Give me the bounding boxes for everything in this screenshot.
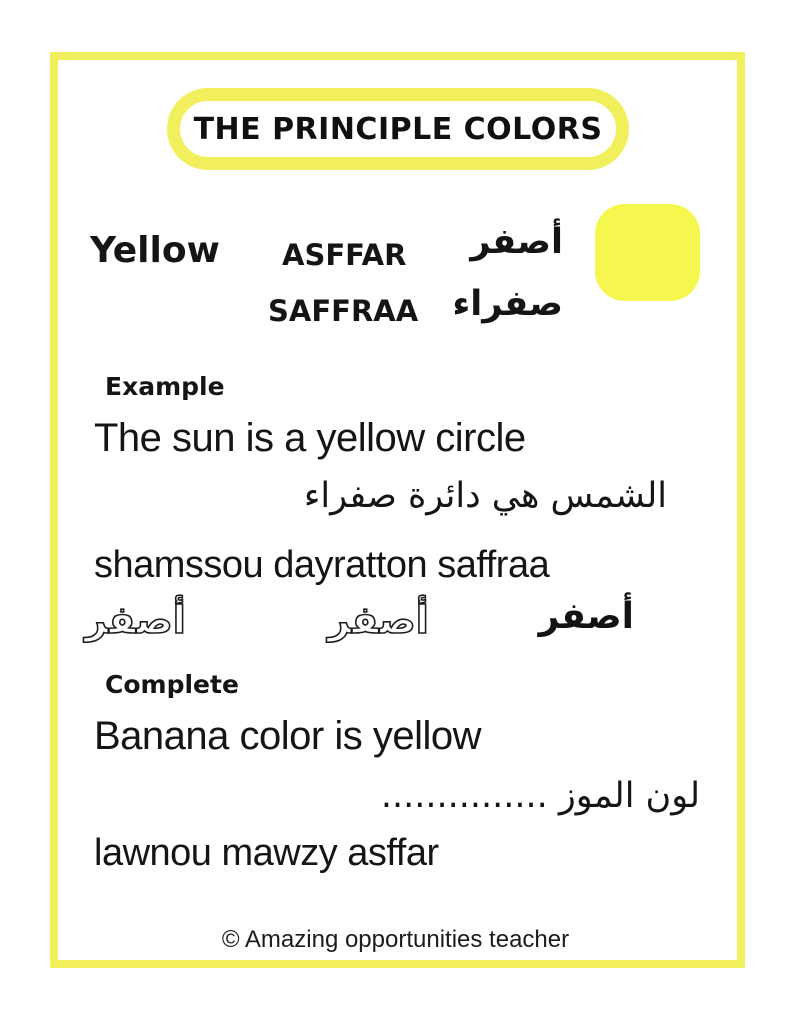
trace-word-outline-left: أصفر	[85, 598, 186, 642]
vocab-arabic-feminine: صفراء	[452, 284, 563, 324]
complete-heading: Complete	[105, 670, 239, 699]
yellow-color-swatch	[595, 204, 700, 301]
complete-sentence-english: Banana color is yellow	[94, 714, 481, 758]
vocab-arabic-masculine: أصفر	[470, 222, 563, 262]
trace-word-outline-middle: أصفر	[328, 598, 429, 642]
footer-credit: © Amazing opportunities teacher	[221, 926, 570, 953]
example-heading: Example	[105, 372, 225, 401]
complete-sentence-transliteration: lawnou mawzy asffar	[94, 832, 439, 874]
trace-word-solid: أصفر	[538, 596, 634, 637]
vocab-word-english: Yellow	[90, 230, 220, 271]
title-box	[167, 88, 629, 170]
complete-sentence-arabic: لون الموز ...............	[380, 776, 700, 816]
page-title: THE PRINCIPLE COLORS	[193, 111, 603, 147]
example-sentence-arabic: الشمس هي دائرة صفراء	[303, 476, 667, 516]
vocab-transliteration-feminine: SAFFRAA	[268, 294, 419, 328]
example-sentence-english: The sun is a yellow circle	[94, 416, 526, 460]
vocab-transliteration-masculine: ASFFAR	[282, 238, 407, 272]
example-sentence-transliteration: shamssou dayratton saffraa	[94, 544, 550, 586]
